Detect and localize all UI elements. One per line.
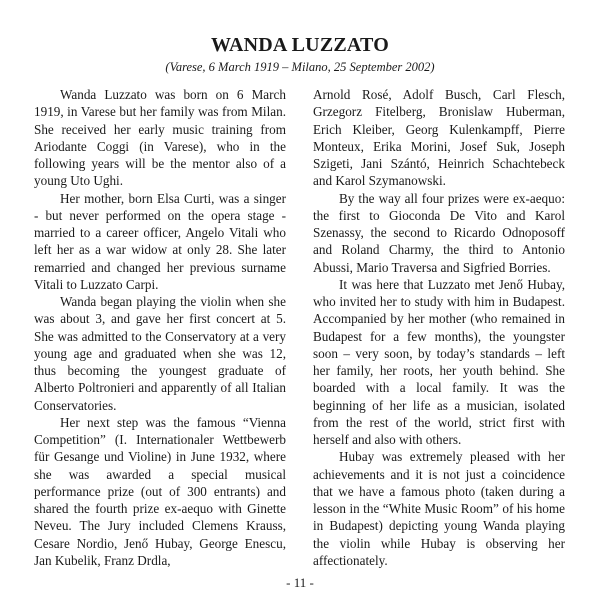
paragraph-continuation: Arnold Rosé, Adolf Busch, Carl Flesch, Grzegorz Fitelberg, Bronislaw Huberman, Erich Kleiber, Georg Kulenkampff, Pierre Monteux, Erika Morini, Josef Suk, Joseph Szigeti, Jani Szántó, Heinrich Schachtebeck and Karol Szymanowski. <box>313 87 565 189</box>
page-title: WANDA LUZZATO <box>210 34 389 56</box>
paragraph: Her mother, born Elsa Curti, was a singer - but never performed on the opera stage - married to a career officer, Angelo Vitali who left her as a war widow at only 28. She later remarried and changed her previous surname Vitali to Luzzato Carpi. <box>34 190 286 292</box>
right-column <box>313 86 565 569</box>
left-column <box>34 86 286 569</box>
paragraph: By the way all four prizes were ex-aequo: the first to Gioconda De Vito and Karol Szenassy, the second to Ricardo Odnoposoff and Roland Charmy, the third to Antonio Abussi, Mario Traversa and Sigfried Borries. <box>313 190 565 275</box>
page-number: - 11 - <box>286 575 314 590</box>
paragraph: Her next step was the famous “Vienna Competition” (I. Internationaler Wettbewerb für Gesange und Violine) in June 1932, where she was awarded a special musical performance prize (out of 300 entrants) and shared the fourth prize ex-aequo with Ginette Neveu. The Jury included Clemens Krauss, Cesare Nordio, Jenő Hubay, George Enescu, Jan Kubelik, Franz Drdla, <box>34 414 286 568</box>
paragraph: Hubay was extremely pleased with her achievements and it is not just a coincidence that we have a famous photo (taken during a lesson in the “White Music Room” of his home in Budapest) depicting young Wanda playing the violin while Hubay is observing her affectionately. <box>313 449 565 568</box>
page-subtitle: (Varese, 6 March 1919 – Milano, 25 September 2002) <box>165 60 435 74</box>
paragraph: Wanda began playing the violin when she was about 3, and gave her first concert at 5. She was admitted to the Conservatory at a very young age and graduated when she was 12, thus becoming the youngest graduate of Alberto Poltronieri and apparently of all Italian Conservatories. <box>34 294 286 413</box>
paragraph: It was here that Luzzato met Jenő Hubay, who invited her to study with him in Budapest. Accompanied by her mother (who remained in Budapest for a few months), the youngster soon – very soon, by today’s standards – left her family, her roots, her youth behind. She boarded with a local family. It was the beginning of her life as a musician, isolated from the rest of the world, strict first with herself and also with others. <box>313 276 565 447</box>
paragraph: Wanda Luzzato was born on 6 March 1919, in Varese but her family was from Milan. She received her early music training from Ariodante Coggi (in Varese), who in the following years will be the mentor also of a young Uto Ughi. <box>34 87 286 189</box>
